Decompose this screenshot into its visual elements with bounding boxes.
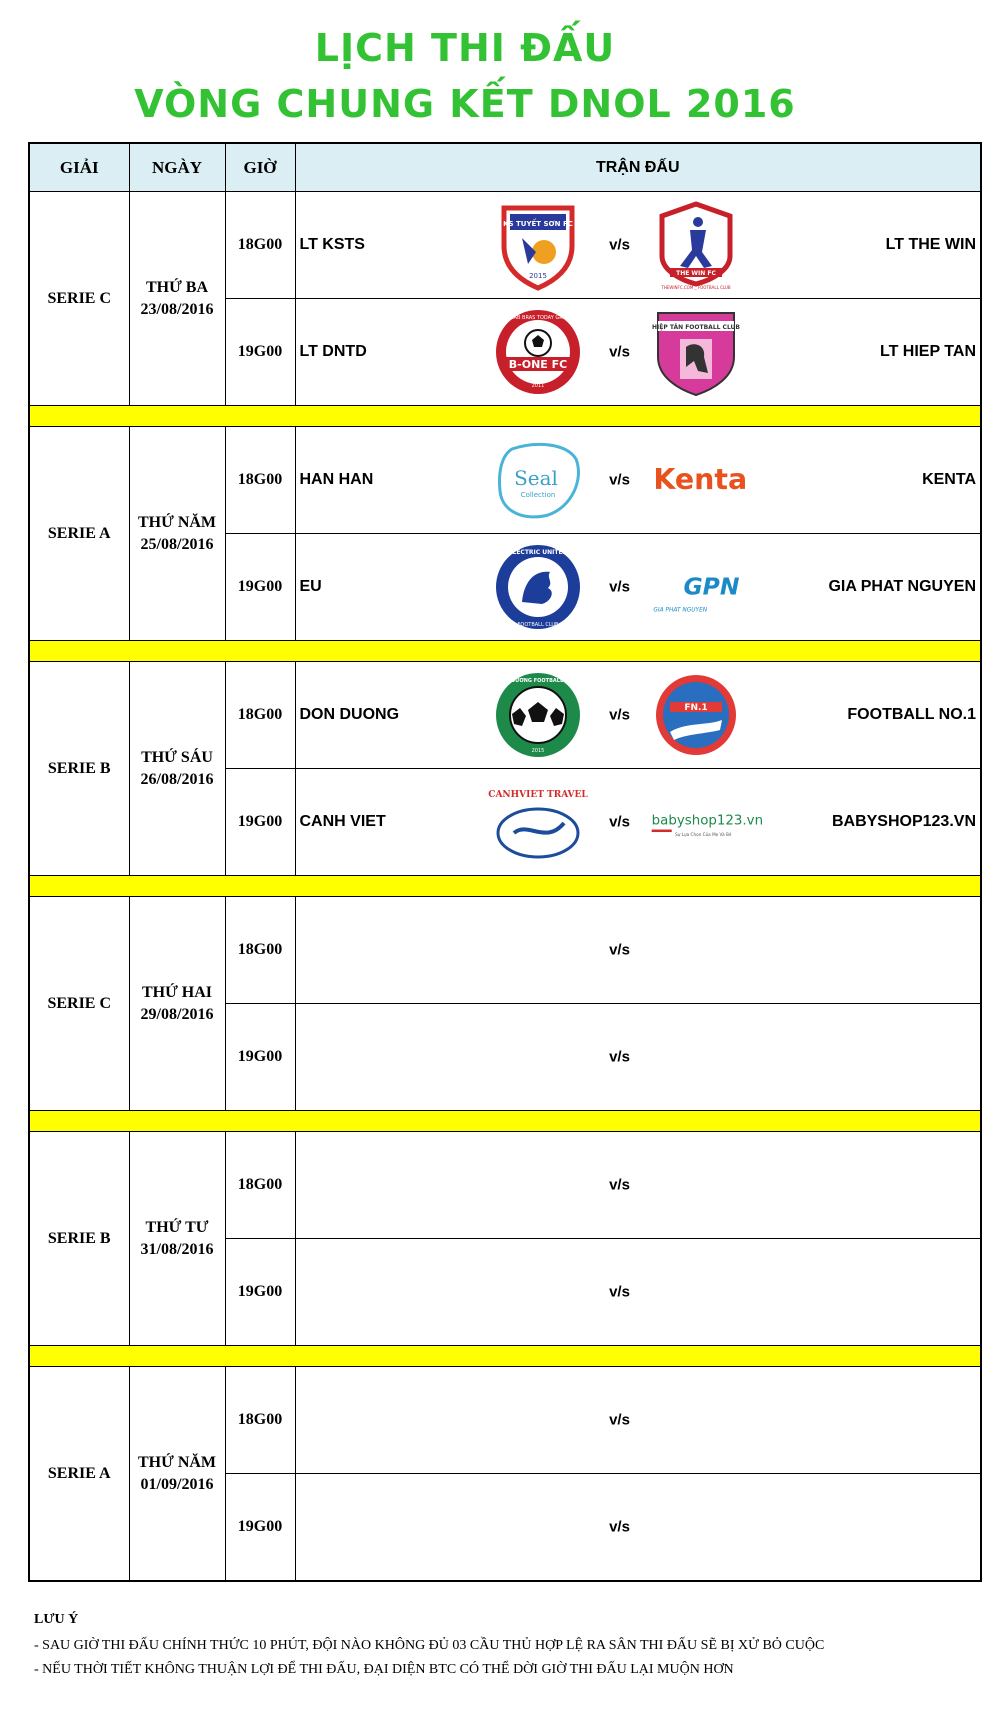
home-team: LT KSTS [299, 236, 365, 253]
day-of-week: THỨ BA [145, 278, 209, 296]
match-cell [295, 1239, 981, 1346]
date-cell [129, 1132, 225, 1346]
vs-label: v/s [609, 1176, 630, 1194]
match-cell [295, 192, 981, 299]
time-cell: 18G00 [225, 662, 295, 769]
match-row [29, 662, 981, 769]
page-title-line1: LỊCH THI ĐẤU [314, 26, 616, 70]
match-date: 01/09/2016 [140, 1475, 214, 1493]
home-team: EU [299, 578, 322, 595]
match-date: 31/08/2016 [140, 1240, 214, 1258]
home-team: HAN HAN [299, 471, 374, 488]
vs-label: v/s [609, 471, 630, 489]
gia-phat-nguyen-logo [650, 542, 742, 632]
svg-text:ĐƠN DƯƠNG FOOTBALL CLUB: ĐƠN DƯƠNG FOOTBALL CLUB [496, 678, 579, 684]
svg-text:THEWINFC.COM _ FOOTBALL CLUB: THEWINFC.COM _ FOOTBALL CLUB [660, 285, 731, 290]
seal-collection-logo [492, 435, 584, 525]
svg-text:Seal: Seal [513, 466, 558, 490]
header-league: GIẢI [29, 143, 129, 192]
match-row [29, 1132, 981, 1239]
time-cell: 19G00 [225, 1239, 295, 1346]
kenta-logo [650, 435, 747, 525]
time-cell: 19G00 [225, 299, 295, 406]
header-match: TRẬN ĐẤU [295, 143, 981, 192]
notes [34, 1612, 824, 1686]
svg-text:2015: 2015 [528, 272, 547, 280]
separator-row [29, 1346, 981, 1367]
date-cell [129, 1367, 225, 1582]
time-cell: 19G00 [225, 1004, 295, 1111]
svg-text:Kenta: Kenta [652, 463, 747, 497]
away-team: BABYSHOP123.VN [831, 813, 976, 830]
vs-label: v/s [609, 706, 630, 724]
schedule-body [29, 192, 981, 1582]
time-cell: 18G00 [225, 427, 295, 534]
separator-cell [29, 641, 981, 662]
match-cell [295, 1474, 981, 1582]
svg-text:ELECTRIC UNITED: ELECTRIC UNITED [507, 549, 568, 556]
serie-cell: SERIE A [29, 427, 129, 641]
away-team: LT THE WIN [885, 236, 976, 253]
canhviet-travel-logo [487, 777, 588, 867]
svg-text:KS TUYẾT SƠN FC: KS TUYẾT SƠN FC [502, 220, 573, 228]
svg-text:THE WIN FC: THE WIN FC [675, 270, 716, 277]
notes-line-2: - NẾU THỜI TIẾT KHÔNG THUẬN LỢI ĐỂ THI ĐẤU, ĐẠI DIỆN BTC CÓ THỂ DỜI GIỜ THI ĐẤU LẠI MUỘN HƠN [34, 1662, 734, 1677]
match-cell [295, 427, 981, 534]
match-cell [295, 1132, 981, 1239]
match-cell [295, 299, 981, 406]
time-cell: 18G00 [225, 192, 295, 299]
svg-text:B-ONE FC: B-ONE FC [508, 358, 567, 371]
serie-cell: SERIE C [29, 897, 129, 1111]
header-date: NGÀY [129, 143, 225, 192]
separator-row [29, 876, 981, 897]
match-cell [295, 1004, 981, 1111]
svg-text:Collection: Collection [520, 491, 555, 499]
time-cell: 18G00 [225, 1367, 295, 1474]
away-team: FOOTBALL NO.1 [847, 706, 976, 723]
match-row [29, 897, 981, 1004]
away-team: LT HIEP TAN [880, 343, 976, 360]
don-duong-football-club-logo [492, 670, 584, 760]
vs-label: v/s [609, 236, 630, 254]
notes-line-1: - SAU GIỜ THI ĐẤU CHÍNH THỨC 10 PHÚT, ĐỘI NÀO KHÔNG ĐỦ 03 CẦU THỦ HỢP LỆ RA SÂN THI ĐẤU SẼ BỊ XỬ BỎ CUỘC [34, 1638, 825, 1653]
match-row [29, 1367, 981, 1474]
match-cell [295, 897, 981, 1004]
ks-tuyet-son-fc-logo [492, 200, 584, 290]
separator-cell [29, 876, 981, 897]
svg-text:DANAB BRAS TODAY GROUP: DANAB BRAS TODAY GROUP [502, 315, 573, 321]
vs-label: v/s [609, 343, 630, 361]
vs-label: v/s [609, 813, 630, 831]
time-cell: 19G00 [225, 769, 295, 876]
match-cell [295, 769, 981, 876]
b-one-fc-logo [492, 307, 584, 397]
svg-text:babyshop123.vn: babyshop123.vn [651, 813, 763, 829]
the-win-fc-logo [650, 200, 742, 290]
match-cell [295, 534, 981, 641]
svg-text:HIỆP TÂN FOOTBALL CLUB: HIỆP TÂN FOOTBALL CLUB [651, 324, 740, 331]
svg-text:CANHVIET TRAVEL: CANHVIET TRAVEL [487, 790, 588, 800]
serie-cell: SERIE A [29, 1367, 129, 1582]
time-cell: 19G00 [225, 534, 295, 641]
home-team: LT DNTD [299, 343, 367, 360]
match-cell [295, 662, 981, 769]
away-team: KENTA [922, 471, 976, 488]
serie-cell: SERIE B [29, 1132, 129, 1346]
home-team: DON DUONG [299, 706, 400, 723]
hiep-tan-football-club-logo [650, 307, 742, 397]
time-cell: 19G00 [225, 1474, 295, 1582]
vs-label: v/s [609, 1048, 630, 1066]
day-of-week: THỨ SÁU [141, 748, 213, 766]
separator-cell [29, 1111, 981, 1132]
separator-row [29, 406, 981, 427]
page-title-line2: VÒNG CHUNG KẾT DNOL 2016 [134, 82, 796, 126]
home-team: CANH VIET [299, 813, 386, 830]
date-cell [129, 662, 225, 876]
header-time: GIỜ [225, 143, 295, 192]
match-date: 26/08/2016 [140, 770, 214, 788]
match-row [29, 427, 981, 534]
schedule-table [28, 142, 982, 1582]
vs-label: v/s [609, 1518, 630, 1536]
time-cell: 18G00 [225, 897, 295, 1004]
match-cell [295, 1367, 981, 1474]
date-cell [129, 192, 225, 406]
electric-united-logo [492, 542, 584, 632]
serie-cell: SERIE B [29, 662, 129, 876]
svg-text:2011: 2011 [531, 383, 544, 389]
babyshop123-logo [650, 777, 763, 867]
svg-text:FN.1: FN.1 [683, 703, 708, 713]
day-of-week: THỨ NĂM [137, 513, 217, 531]
match-date: 29/08/2016 [140, 1005, 214, 1023]
vs-label: v/s [609, 1411, 630, 1429]
match-date: 25/08/2016 [140, 535, 214, 553]
fn1-logo [650, 670, 742, 760]
svg-text:2015: 2015 [531, 748, 544, 754]
svg-text:FOOTBALL CLUB: FOOTBALL CLUB [517, 622, 558, 628]
header-row [29, 143, 981, 192]
vs-label: v/s [609, 1283, 630, 1301]
date-cell [129, 427, 225, 641]
notes-title: LƯU Ý [34, 1612, 79, 1627]
match-date: 23/08/2016 [140, 300, 214, 318]
separator-row [29, 641, 981, 662]
svg-text:Sự Lựa Chọn Của Mẹ Và Bé: Sự Lựa Chọn Của Mẹ Và Bé [674, 832, 731, 838]
separator-row [29, 1111, 981, 1132]
serie-cell: SERIE C [29, 192, 129, 406]
separator-cell [29, 1346, 981, 1367]
time-cell: 18G00 [225, 1132, 295, 1239]
vs-label: v/s [609, 578, 630, 596]
match-row [29, 192, 981, 299]
svg-text:GPN: GPN [682, 572, 739, 601]
svg-text:GIA PHAT NGUYEN: GIA PHAT NGUYEN [652, 607, 707, 614]
date-cell [129, 897, 225, 1111]
away-team: GIA PHAT NGUYEN [828, 578, 976, 595]
day-of-week: THỨ TƯ [145, 1218, 209, 1236]
day-of-week: THỨ NĂM [137, 1453, 217, 1471]
day-of-week: THỨ HAI [141, 983, 213, 1001]
vs-label: v/s [609, 941, 630, 959]
separator-cell [29, 406, 981, 427]
